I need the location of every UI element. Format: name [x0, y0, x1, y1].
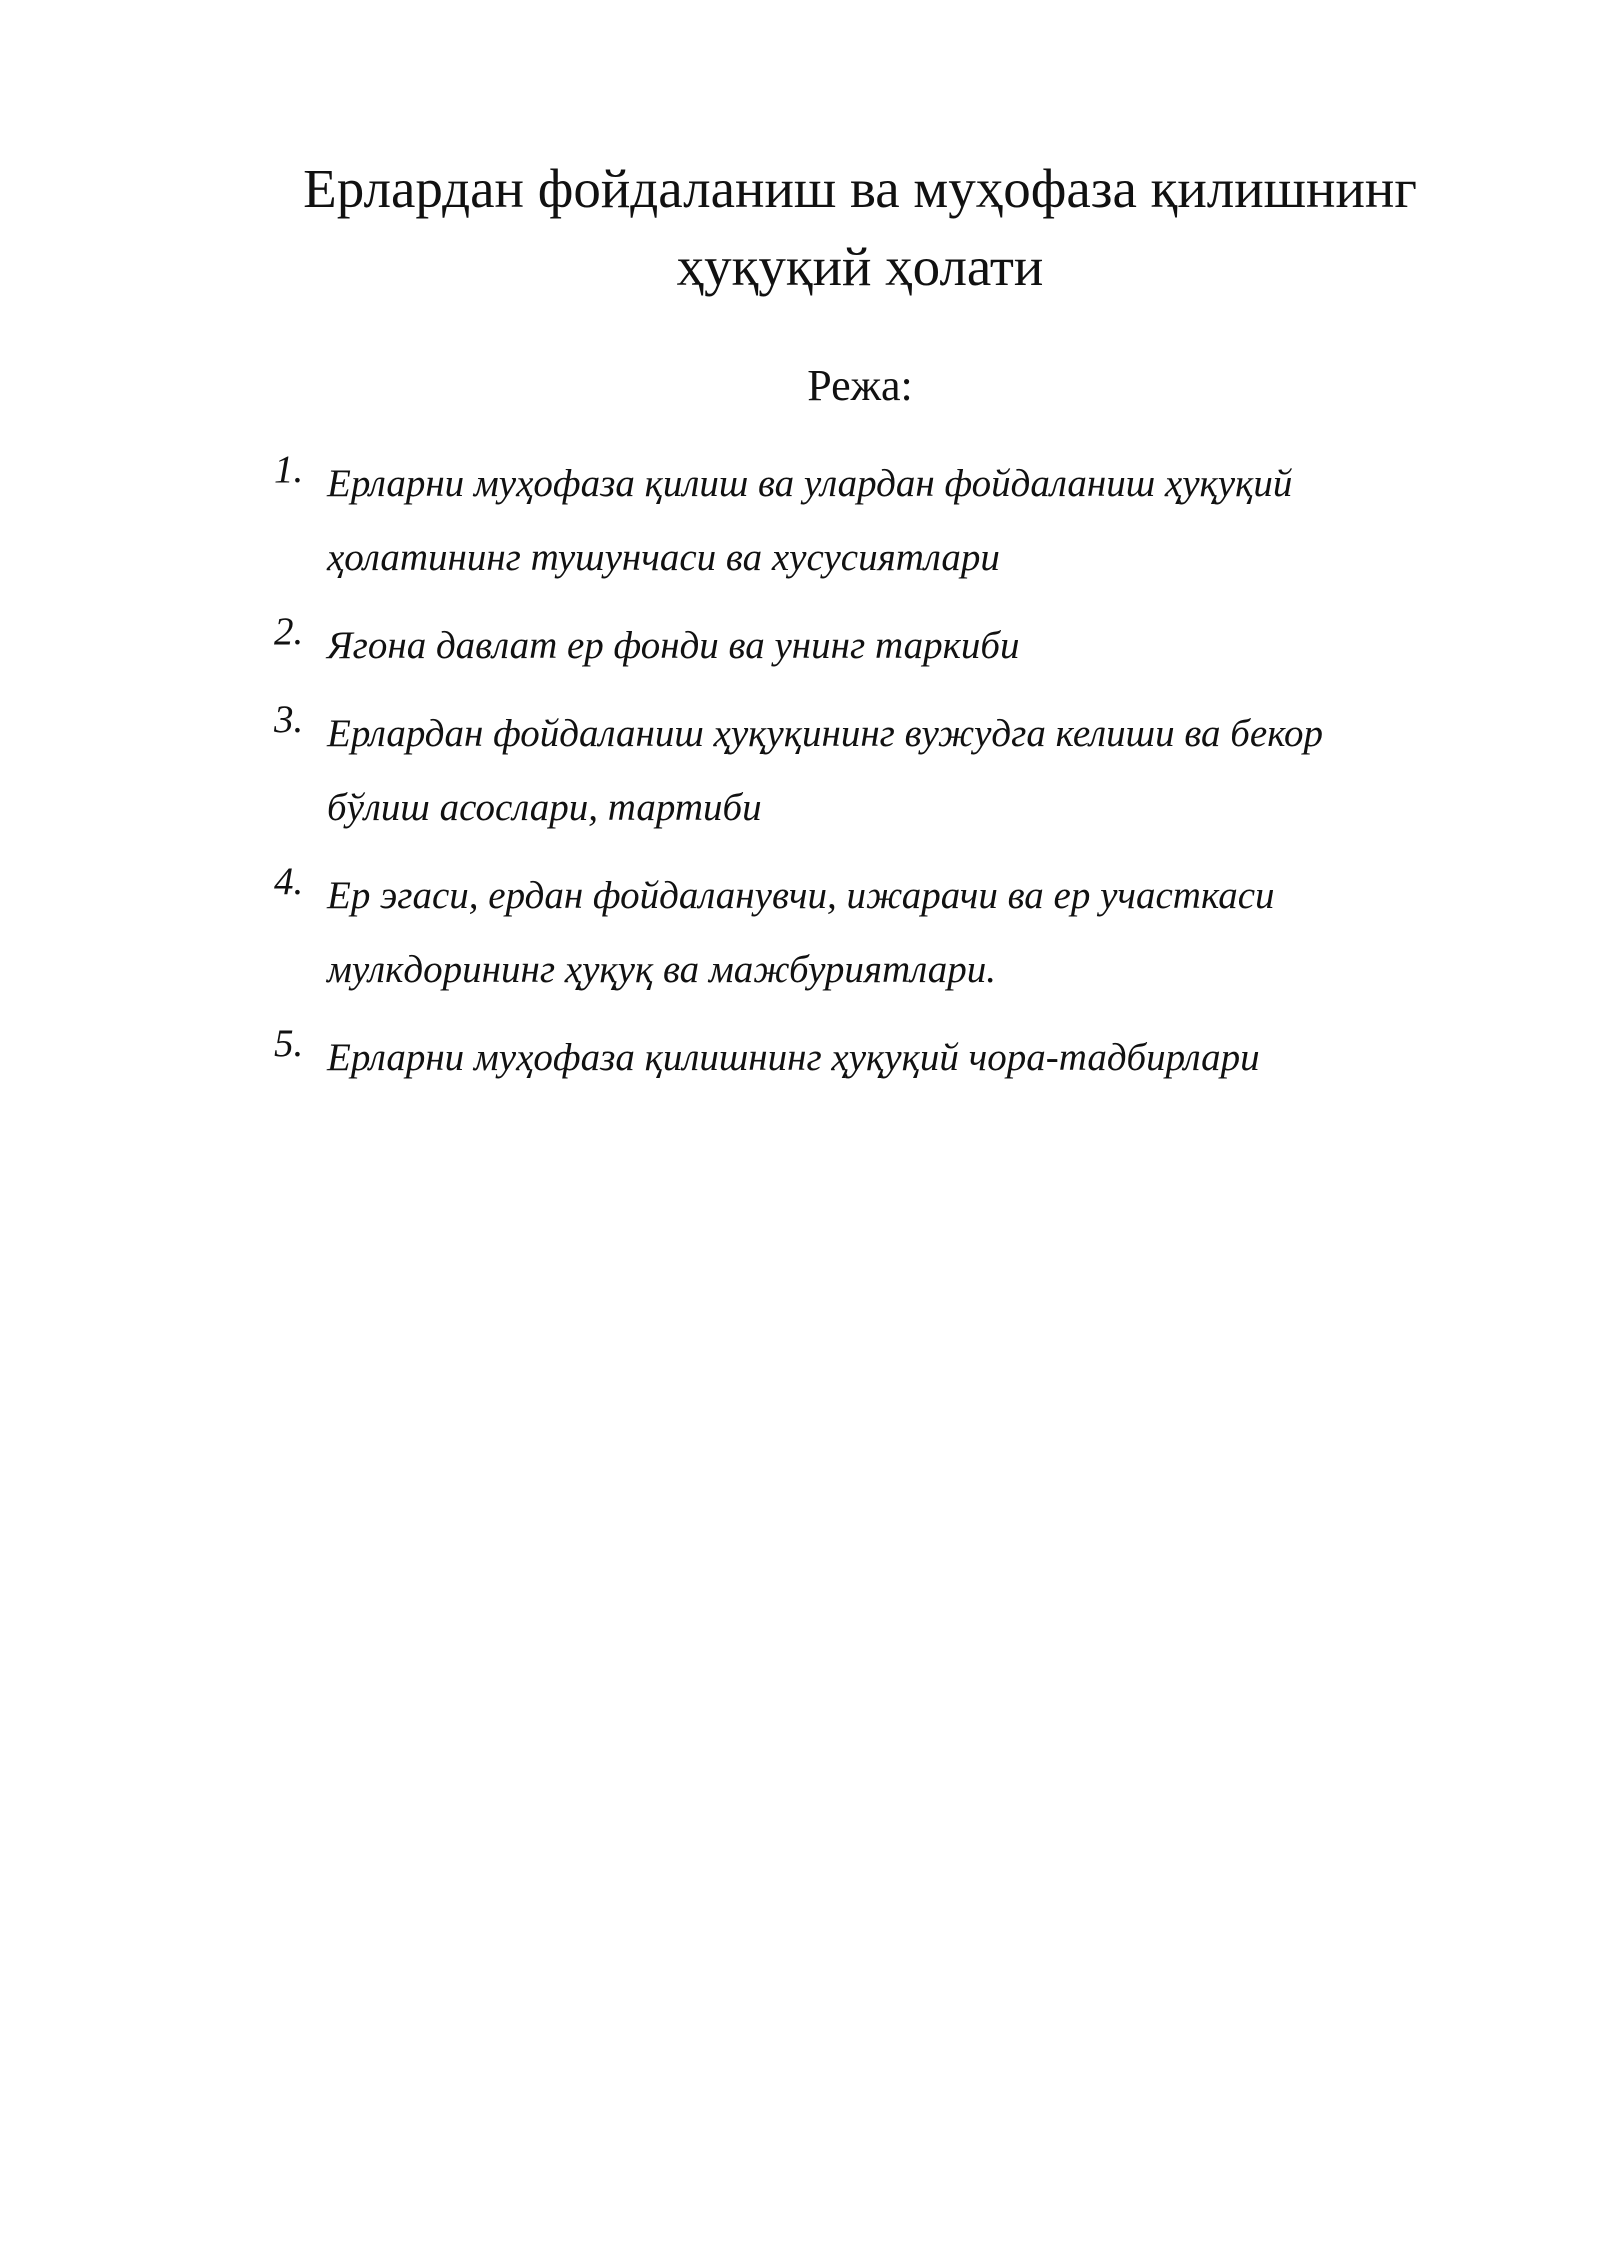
plan-item-text: мулкдорининг ҳуқуқ ва мажбуриятлари.	[327, 948, 996, 991]
plan-item-text: Ерларни муҳофаза қилиш ва улардан фойдаланиш ҳуқуқий	[327, 462, 1293, 505]
plan-item-number: 2.	[274, 610, 304, 653]
plan-item-3	[270, 697, 1470, 845]
plan-item-text: бўлиш асослари, тартиби	[327, 786, 762, 829]
plan-item-text: Ягона давлат ер фонди ва унинг таркиби	[327, 624, 1020, 667]
plan-item-number: 4.	[274, 860, 304, 903]
plan-list	[270, 447, 1470, 1109]
plan-item-text: ҳолатининг тушунчаси ва хусусиятлари	[327, 536, 1000, 579]
plan-item-number: 5.	[274, 1022, 304, 1065]
plan-item-5	[270, 1021, 1470, 1095]
plan-item-2	[270, 609, 1470, 683]
plan-item-4	[270, 859, 1470, 1007]
document-title	[200, 150, 1520, 306]
plan-item-text: Ерлардан фойдаланиш ҳуқуқининг вужудга келиши ва бекор	[327, 712, 1323, 755]
plan-item-number: 3.	[274, 698, 304, 741]
plan-item-number: 1.	[274, 448, 304, 491]
title-line: Ерлардан фойдаланиш ва муҳофаза қилишнинг	[303, 158, 1417, 219]
plan-item-text: Ер эгаси, ердан фойдаланувчи, ижарачи ва ер участкаси	[327, 874, 1275, 917]
plan-item-text: Ерларни муҳофаза қилишнинг ҳуқуқий чора-тадбирлари	[327, 1036, 1260, 1079]
plan-item-1	[270, 447, 1470, 595]
title-line: ҳуқуқий ҳолати	[676, 236, 1044, 297]
plan-heading: Режа:	[807, 361, 913, 410]
